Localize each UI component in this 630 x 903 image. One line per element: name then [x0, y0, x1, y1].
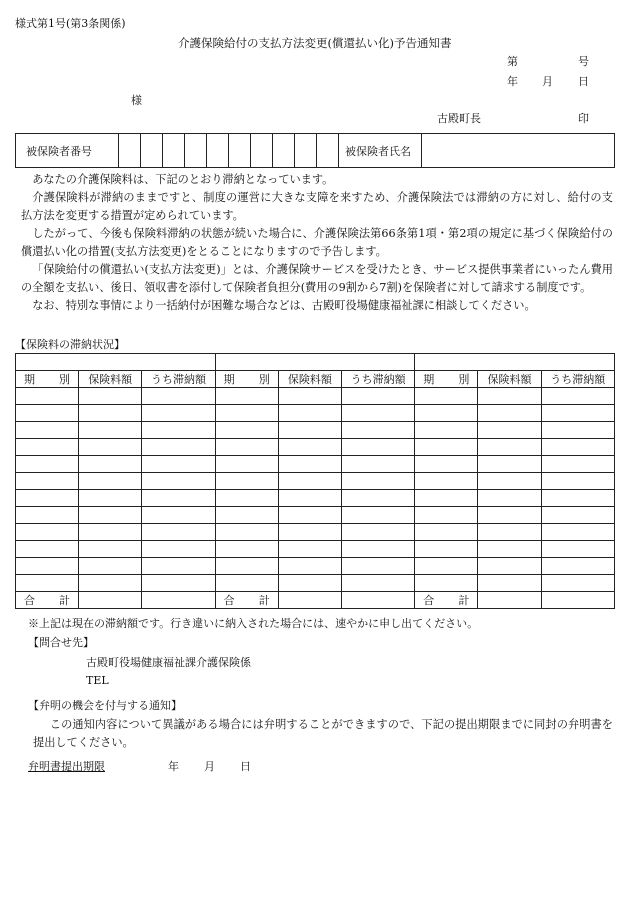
paragraph: あなたの介護保険料は、下記のとおり滞納となっています。: [32, 173, 334, 186]
col-period-header: [215, 371, 278, 388]
form-label: 様式第1号(第3条関係): [15, 17, 126, 30]
total-char-a: 合: [423, 594, 435, 607]
premium-amount-cell[interactable]: [79, 524, 142, 541]
addressee-suffix: 様: [131, 94, 142, 107]
premium-amount-cell[interactable]: [278, 524, 341, 541]
arrears-amount-cell[interactable]: [541, 473, 614, 490]
premium-amount-cell[interactable]: [79, 490, 142, 507]
arrears-amount-cell[interactable]: [541, 558, 614, 575]
arrears-amount-cell[interactable]: [541, 507, 614, 524]
period-cell[interactable]: [215, 524, 278, 541]
status-heading: 【保険料の滞納状況】: [15, 338, 125, 351]
arrears-amount-cell[interactable]: [142, 524, 215, 541]
period-cell[interactable]: [415, 422, 478, 439]
period-cell[interactable]: [415, 473, 478, 490]
arrears-amount-cell[interactable]: [142, 507, 215, 524]
arrears-amount-cell[interactable]: [341, 456, 414, 473]
arrears-amount-cell[interactable]: [541, 541, 614, 558]
period-cell[interactable]: [215, 473, 278, 490]
total-arrears-cell[interactable]: [341, 592, 414, 609]
premium-amount-cell[interactable]: [278, 405, 341, 422]
period-cell[interactable]: [215, 422, 278, 439]
col-arrears-header: うち滞納額: [341, 371, 414, 388]
arrears-amount-cell[interactable]: [341, 473, 414, 490]
arrears-amount-cell[interactable]: [142, 490, 215, 507]
total-premium-cell[interactable]: [478, 592, 541, 609]
period-cell[interactable]: [16, 558, 79, 575]
total-label: [215, 592, 278, 609]
arrears-amount-cell[interactable]: [541, 456, 614, 473]
period-cell[interactable]: [215, 456, 278, 473]
arrears-amount-cell[interactable]: [341, 524, 414, 541]
period-cell[interactable]: [415, 507, 478, 524]
insured-number-digit[interactable]: [207, 134, 229, 168]
period-cell[interactable]: [16, 575, 79, 592]
paragraph: 「保険給付の償還払い(支払方法変更)」とは、介護保険サービスを受けたとき、サービス提供事業者にいったん費用の全額を支払い、後日、領収書を添付して保険者負担分(費用の9割から7割)を保険者に対して請求する制度です。: [21, 263, 613, 294]
period-cell[interactable]: [415, 541, 478, 558]
period-cell[interactable]: [415, 456, 478, 473]
period-char-a: 期: [24, 373, 35, 386]
premium-amount-cell[interactable]: [278, 541, 341, 558]
arrears-amount-cell[interactable]: [341, 388, 414, 405]
arrears-amount-cell[interactable]: [341, 439, 414, 456]
arrears-amount-cell[interactable]: [341, 490, 414, 507]
period-cell[interactable]: [415, 575, 478, 592]
col-premium-header: 保険料額: [79, 371, 142, 388]
period-cell[interactable]: [16, 456, 79, 473]
period-cell[interactable]: [215, 439, 278, 456]
arrears-amount-cell[interactable]: [541, 575, 614, 592]
paragraph: なお、特別な事情により一括納付が困難な場合などは、古殿町役場健康福祉課に相談してください。: [32, 299, 536, 312]
arrears-amount-cell[interactable]: [541, 405, 614, 422]
notice-body: [21, 171, 613, 315]
paragraph: 介護保険料が滞納のままですと、制度の運営に大きな支障を来すため、介護保険法では滞納の方に対し、給付の支払方法を変更する措置が定められています。: [21, 191, 613, 222]
premium-amount-cell[interactable]: [79, 405, 142, 422]
period-cell[interactable]: [415, 524, 478, 541]
premium-amount-cell[interactable]: [478, 524, 541, 541]
arrears-amount-cell[interactable]: [341, 558, 414, 575]
arrears-amount-cell[interactable]: [541, 490, 614, 507]
arrears-amount-cell[interactable]: [541, 524, 614, 541]
col-premium-header: 保険料額: [478, 371, 541, 388]
arrears-amount-cell[interactable]: [142, 456, 215, 473]
total-arrears-cell[interactable]: [142, 592, 215, 609]
period-cell[interactable]: [16, 422, 79, 439]
premium-amount-cell[interactable]: [79, 507, 142, 524]
deadline-month: 月: [204, 760, 215, 773]
total-char-b: 計: [258, 594, 270, 607]
arrears-amount-cell[interactable]: [142, 405, 215, 422]
period-cell[interactable]: [415, 558, 478, 575]
period-cell[interactable]: [16, 541, 79, 558]
arrears-amount-cell[interactable]: [341, 405, 414, 422]
issuer-name: 古殿町長: [437, 112, 481, 125]
total-arrears-cell[interactable]: [541, 592, 614, 609]
insured-number-digit[interactable]: [251, 134, 273, 168]
period-cell[interactable]: [415, 490, 478, 507]
period-char-a: 期: [223, 373, 235, 386]
group-header-blank: [16, 354, 216, 371]
group-header-blank: [415, 354, 615, 371]
period-cell[interactable]: [16, 405, 79, 422]
paragraph: したがって、今後も保険料滞納の状態が続いた場合に、介護保険法第66条第1項・第2項の規定に基づく保険給付の償還払い化の措置(支払方法変更)をとることになりますので予告します。: [21, 227, 613, 258]
col-premium-header: 保険料額: [278, 371, 341, 388]
date-month: 月: [542, 75, 553, 88]
insured-number-digit[interactable]: [185, 134, 207, 168]
insured-number-digit[interactable]: [295, 134, 317, 168]
premium-amount-cell[interactable]: [79, 473, 142, 490]
insured-number-label: 被保険者番号: [16, 134, 119, 168]
period-cell[interactable]: [215, 558, 278, 575]
arrears-amount-cell[interactable]: [142, 541, 215, 558]
seal-mark: 印: [578, 112, 589, 125]
deadline-day: 日: [240, 760, 251, 773]
arrears-amount-cell[interactable]: [541, 388, 614, 405]
premium-amount-cell[interactable]: [79, 388, 142, 405]
explanation-heading: 【弁明の機会を付与する通知】: [28, 699, 182, 712]
premium-amount-cell[interactable]: [79, 558, 142, 575]
premium-amount-cell[interactable]: [478, 388, 541, 405]
period-char-b: 別: [59, 373, 71, 386]
period-cell[interactable]: [16, 490, 79, 507]
premium-amount-cell[interactable]: [478, 405, 541, 422]
arrears-status-table: [15, 353, 615, 609]
premium-amount-cell[interactable]: [278, 456, 341, 473]
total-label: [16, 592, 79, 609]
arrears-amount-cell[interactable]: [142, 388, 215, 405]
contact-heading: 【問合せ先】: [28, 636, 94, 649]
period-cell[interactable]: [415, 439, 478, 456]
contact-tel: TEL: [86, 674, 109, 687]
period-cell[interactable]: [215, 388, 278, 405]
insured-number-digit[interactable]: [229, 134, 251, 168]
premium-amount-cell[interactable]: [478, 439, 541, 456]
number-go: 号: [578, 55, 589, 68]
period-cell[interactable]: [415, 388, 478, 405]
col-period-header: [16, 371, 79, 388]
total-premium-cell[interactable]: [278, 592, 341, 609]
insured-number-digit[interactable]: [317, 134, 339, 168]
insured-name-field[interactable]: [422, 134, 615, 168]
insured-number-digit[interactable]: [273, 134, 295, 168]
period-char-a: 期: [423, 373, 435, 386]
premium-amount-cell[interactable]: [79, 575, 142, 592]
arrears-amount-cell[interactable]: [341, 507, 414, 524]
premium-amount-cell[interactable]: [478, 575, 541, 592]
arrears-note: ※上記は現在の滞納額です。行き違いに納入された場合には、速やかに申し出てください。: [28, 617, 479, 630]
contact-office: 古殿町役場健康福祉課介護保険係: [86, 656, 251, 669]
arrears-amount-cell[interactable]: [541, 439, 614, 456]
period-cell[interactable]: [215, 490, 278, 507]
arrears-amount-cell[interactable]: [341, 422, 414, 439]
total-label: [415, 592, 478, 609]
premium-amount-cell[interactable]: [278, 388, 341, 405]
premium-amount-cell[interactable]: [79, 456, 142, 473]
premium-amount-cell[interactable]: [278, 473, 341, 490]
arrears-amount-cell[interactable]: [142, 575, 215, 592]
arrears-amount-cell[interactable]: [142, 473, 215, 490]
period-cell[interactable]: [215, 541, 278, 558]
total-premium-cell[interactable]: [79, 592, 142, 609]
arrears-amount-cell[interactable]: [541, 422, 614, 439]
arrears-amount-cell[interactable]: [142, 439, 215, 456]
premium-amount-cell[interactable]: [478, 422, 541, 439]
premium-amount-cell[interactable]: [79, 439, 142, 456]
period-char-b: 別: [258, 373, 270, 386]
premium-amount-cell[interactable]: [278, 490, 341, 507]
arrears-amount-cell[interactable]: [142, 558, 215, 575]
insured-number-digit[interactable]: [141, 134, 163, 168]
total-char-a: 合: [223, 594, 235, 607]
total-char-a: 合: [24, 594, 35, 607]
premium-amount-cell[interactable]: [478, 541, 541, 558]
premium-amount-cell[interactable]: [278, 422, 341, 439]
premium-amount-cell[interactable]: [478, 456, 541, 473]
number-dai: 第: [507, 55, 518, 68]
arrears-amount-cell[interactable]: [341, 575, 414, 592]
premium-amount-cell[interactable]: [478, 507, 541, 524]
total-char-b: 計: [59, 594, 71, 607]
period-cell[interactable]: [16, 507, 79, 524]
deadline-label: 弁明書提出期限: [28, 760, 105, 773]
premium-amount-cell[interactable]: [478, 473, 541, 490]
period-cell[interactable]: [415, 405, 478, 422]
arrears-amount-cell[interactable]: [341, 541, 414, 558]
col-period-header: [415, 371, 478, 388]
explanation-body: [33, 716, 613, 752]
premium-amount-cell[interactable]: [278, 558, 341, 575]
period-cell[interactable]: [16, 524, 79, 541]
col-arrears-header: うち滞納額: [142, 371, 215, 388]
period-cell[interactable]: [215, 405, 278, 422]
premium-amount-cell[interactable]: [79, 541, 142, 558]
premium-amount-cell[interactable]: [278, 575, 341, 592]
period-cell[interactable]: [16, 388, 79, 405]
insured-name-label: 被保険者氏名: [339, 134, 422, 168]
deadline-year: 年: [168, 760, 179, 773]
group-header-blank: [215, 354, 415, 371]
insured-info-table: [15, 133, 615, 168]
premium-amount-cell[interactable]: [278, 507, 341, 524]
period-cell[interactable]: [215, 507, 278, 524]
explanation-text: この通知内容について異議がある場合には弁明することができますので、下記の提出期限までに同封の弁明書を提出してください。: [33, 718, 613, 749]
period-char-b: 別: [458, 373, 470, 386]
premium-amount-cell[interactable]: [478, 558, 541, 575]
insured-number-digit[interactable]: [119, 134, 141, 168]
date-day: 日: [578, 75, 589, 88]
date-year: 年: [507, 75, 518, 88]
premium-amount-cell[interactable]: [278, 439, 341, 456]
period-cell[interactable]: [16, 473, 79, 490]
period-cell[interactable]: [16, 439, 79, 456]
arrears-amount-cell[interactable]: [142, 422, 215, 439]
premium-amount-cell[interactable]: [79, 422, 142, 439]
total-char-b: 計: [458, 594, 470, 607]
premium-amount-cell[interactable]: [478, 490, 541, 507]
period-cell[interactable]: [215, 575, 278, 592]
insured-number-digit[interactable]: [163, 134, 185, 168]
col-arrears-header: うち滞納額: [541, 371, 614, 388]
document-title: 介護保険給付の支払方法変更(償還払い化)予告通知書: [178, 36, 452, 50]
